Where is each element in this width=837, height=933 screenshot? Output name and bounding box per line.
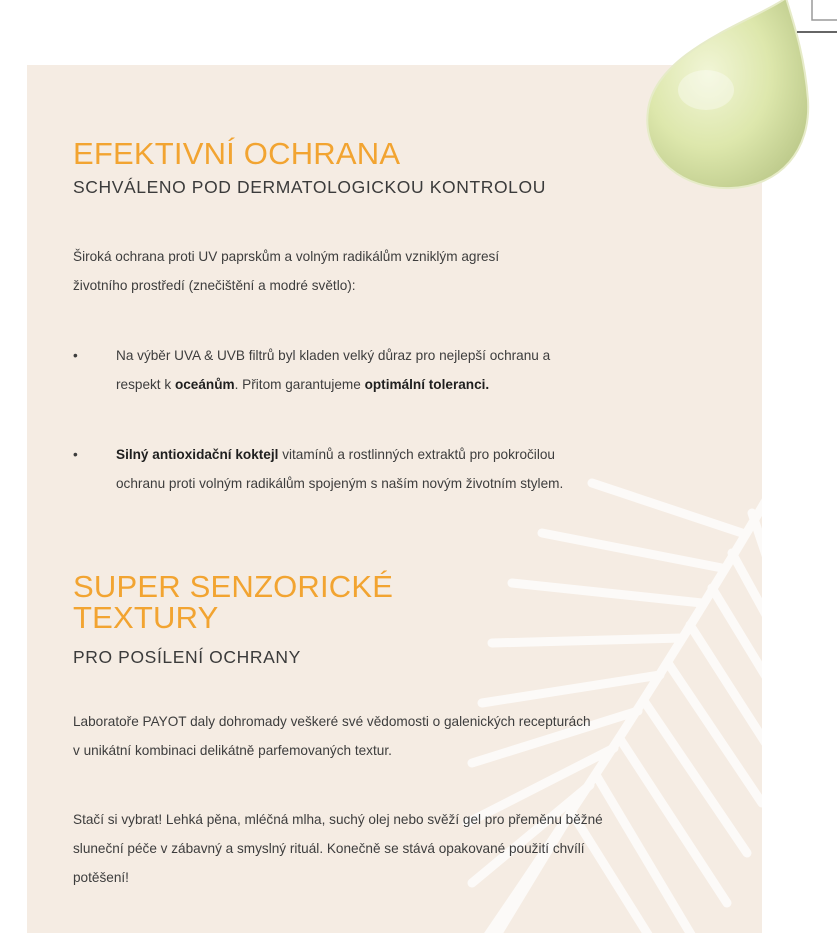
p2-line-2: sluneční péče v zábavný a smyslný rituál. Konečně se stává opakované použití chvílí [73,841,585,856]
section-subtitle-posileni: PRO POSÍLENÍ OCHRANY [73,647,301,667]
corner-mark [777,0,837,60]
intro-line-1: Široká ochrana proti UV paprskům a volným radikálům vzniklým agresí [73,249,500,264]
bullet1-line2c: . Přitom garantujeme [234,377,365,392]
section-subtitle-schvaleno: SCHVÁLENO POD DERMATOLOGICKOU KONTROLOU [73,177,546,197]
p2-line-1: Stačí si vybrat! Lehká pěna, mléčná mlha, suchý olej nebo svěží gel pro přeměnu běžné [73,812,603,827]
bullet-dot: • [73,447,78,462]
bullet1-bold-oceanum: oceánům [174,377,235,392]
p2-line-3: potěšení! [73,870,129,885]
bullet-dot: • [73,348,78,363]
bullet1-line1: Na výběr UVA & UVB filtrů byl kladen velký důraz pro nejlepší ochranu a [116,348,551,363]
intro-line-2: životního prostředí (znečištění a modré světlo): [73,278,356,293]
intro-paragraph [73,242,733,300]
section-title-super-senzoricke [73,571,393,633]
p1-line-1: Laboratoře PAYOT daly dohromady veškeré své vědomosti o galenických recepturách [73,714,591,729]
bullet2-line2: ochranu proti volným radikálům spojeným s naším novým životním stylem. [116,476,564,491]
section-title-efektivni-ochrana: EFEKTIVNÍ OCHRANA [73,136,401,171]
paragraph-vybrat [73,805,733,892]
bullet2-bold-koktejl: Silný antioxidační koktejl [116,447,279,462]
bullet1-line2a: respekt k [116,377,175,392]
section-title-line-1: SUPER SENZORICKÉ [73,569,394,604]
p1-line-2: v unikátní kombinaci delikátně parfemovaných textur. [73,743,392,758]
bullet2-line1b: vitamínů a rostlinných extraktů pro pokročilou [278,447,555,462]
bullet1-bold-tolerance: optimální toleranci. [364,377,490,392]
paragraph-payot [73,707,733,765]
section-title-line-2: TEXTURY [73,600,219,635]
